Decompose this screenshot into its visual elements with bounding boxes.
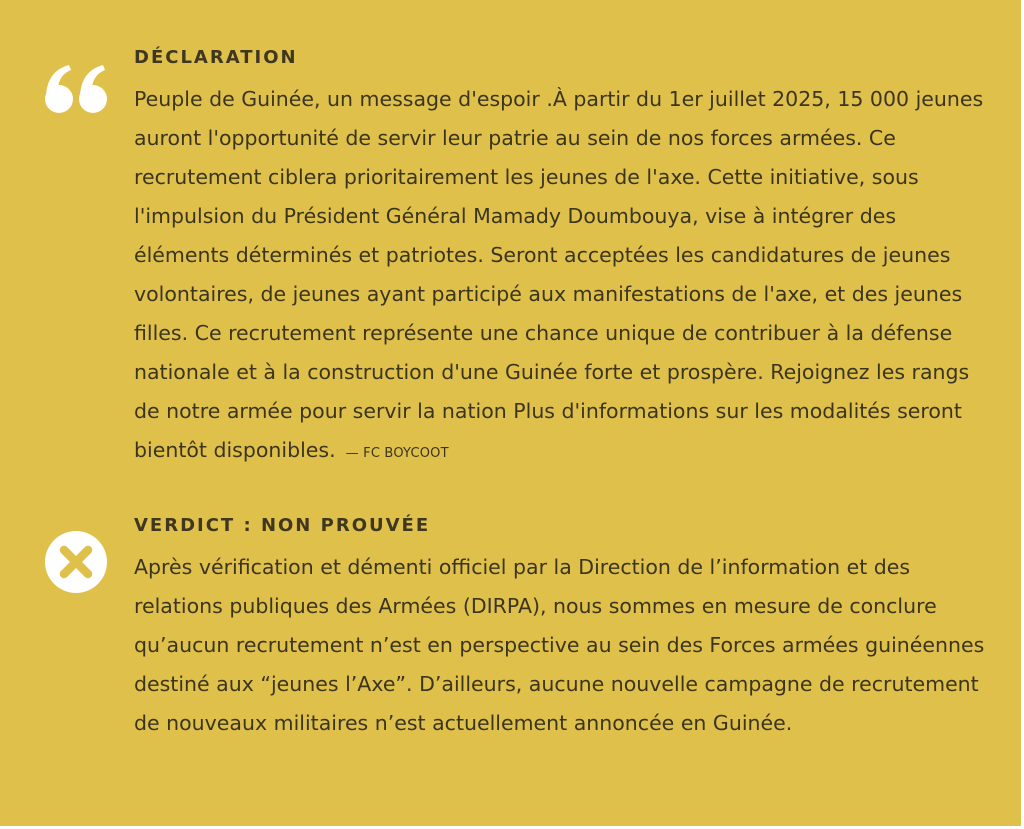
verdict-text: Après vérification et démenti officiel par la Direction de l’information et des relations publiques des Armées (DIRPA), nous sommes en mesure de conclure qu’aucun recrutement n’est en perspective au sein des Forces armées guinéennes destiné aux “jeunes l’Axe”. D’ailleurs, aucune nouvelle campagne de recrutement de nouveaux militaires n’est actuellement annoncée en Guinée. bbox=[134, 555, 985, 735]
verdict-label: VERDICT : NON PROUVÉE bbox=[134, 515, 431, 536]
claim-label: DÉCLARATION bbox=[134, 47, 298, 68]
claim-attribution: — FC BOYCOOT bbox=[345, 446, 449, 461]
cross-icon bbox=[44, 530, 108, 594]
claim-body: Peuple de Guinée, un message d'espoir .À partir du 1er juillet 2025, 15 000 jeunes auront l'opportunité de servir leur patrie au sein de nos forces armées. Ce recrutement ciblera prioritairement les jeunes de l'axe. Cette initiative, sous l'impulsion du Président Général Mamady Doumbouya, vise à intégrer des éléments déterminés et patriotes. Seront acceptées les candidatures de jeunes volontaires, de jeunes ayant participé aux manifestations de l'axe, et des jeunes filles. Ce recrutement représente une chance unique de contribuer à la défense nationale et à la construction d'une Guinée forte et prospère. Rejoignez les rangs de notre armée pour servir la nation Plus d'informations sur les modalités seront bientôt disponibles. bbox=[134, 87, 984, 462]
claim-text bbox=[134, 80, 994, 473]
quote-icon bbox=[44, 64, 110, 114]
